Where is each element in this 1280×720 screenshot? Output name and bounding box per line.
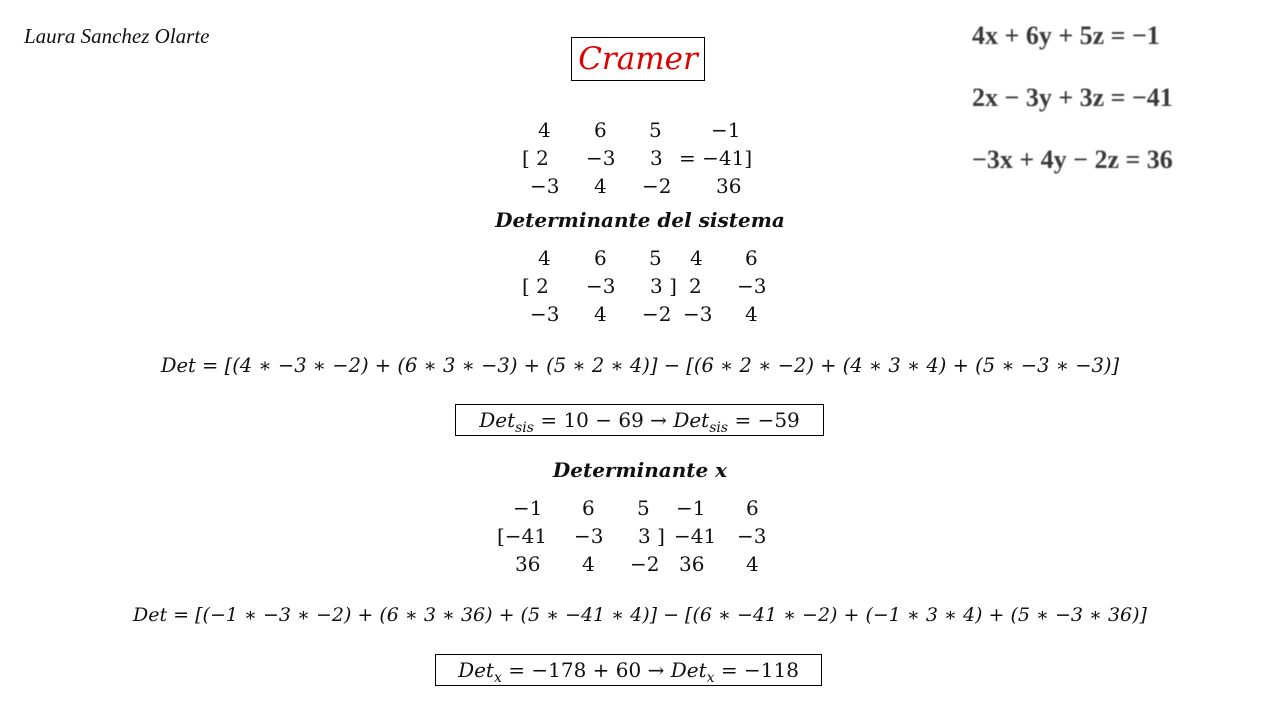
result-det-system <box>455 404 824 436</box>
matrix-cell: [−41 <box>497 524 548 548</box>
matrix-cell: 4 <box>690 246 703 270</box>
matrix-cell: 4 <box>538 118 551 142</box>
result-det-label: Det <box>479 408 516 432</box>
matrix-cell: 4 <box>538 246 551 270</box>
heading-det-x: Determinante x <box>552 458 728 482</box>
matrix-cell: 6 <box>582 496 595 520</box>
matrix-cell: 3 <box>650 146 663 170</box>
matrix-cell: 5 <box>637 496 650 520</box>
equation-1: 4x + 6y + 5z = −1 <box>972 21 1160 50</box>
result-det-subscript-2: sis <box>709 420 729 436</box>
matrix-cell: 6 <box>594 246 607 270</box>
matrix-cell: −41 <box>674 524 717 548</box>
matrix-cell: [ 2 <box>522 146 549 170</box>
matrix-cell: −3 <box>683 302 713 326</box>
matrix-cell: 2 <box>689 274 702 298</box>
author-name: Laura Sanchez Olarte <box>24 24 210 48</box>
formula-det-x: Det = [(−1 ∗ −3 ∗ −2) + (6 ∗ 3 ∗ 36) + (5 ∗ −41 ∗ 4)] − [(6 ∗ −41 ∗ −2) + (−1 ∗ 3 ∗ 4) + (5 ∗ −3 ∗ 36)] <box>133 604 1147 626</box>
result-detx-subscript-2: x <box>706 670 715 686</box>
matrix-cell: 3 ] <box>650 274 677 298</box>
matrix-cell: −3 <box>737 274 767 298</box>
matrix-cell: −3 <box>586 146 616 170</box>
matrix-cell: 36 <box>515 552 541 576</box>
matrix-cell: 5 <box>649 246 662 270</box>
result-det-rhs2: = −59 <box>728 408 800 432</box>
result-detx-label-2: Det <box>670 658 707 682</box>
equation-3: −3x + 4y − 2z = 36 <box>972 145 1173 174</box>
matrix-cell: = −41] <box>679 146 753 170</box>
matrix-cell: −3 <box>530 174 560 198</box>
equation-2: 2x − 3y + 3z = −41 <box>972 83 1173 112</box>
matrix-cell: −3 <box>737 524 767 548</box>
matrix-cell: [ 2 <box>522 274 549 298</box>
matrix-cell: 4 <box>745 302 758 326</box>
matrix-cell: 4 <box>746 552 759 576</box>
matrix-cell: 6 <box>594 118 607 142</box>
matrix-cell: −2 <box>642 174 672 198</box>
result-detx-rhs1: = −178 + 60 → <box>501 658 671 682</box>
formula-det-system: Det = [(4 ∗ −3 ∗ −2) + (6 ∗ 3 ∗ −3) + (5 ∗ 2 ∗ 4)] − [(6 ∗ 2 ∗ −2) + (4 ∗ 3 ∗ 4) + (5 ∗ −3 ∗ −3)] <box>160 354 1120 377</box>
result-detx-rhs2: = −118 <box>714 658 799 682</box>
matrix-cell: 5 <box>649 118 662 142</box>
matrix-cell: 4 <box>582 552 595 576</box>
matrix-cell: −2 <box>642 302 672 326</box>
matrix-cell: 4 <box>594 302 607 326</box>
matrix-cell: 6 <box>746 496 759 520</box>
result-det-x <box>435 654 822 686</box>
matrix-cell: −1 <box>711 118 741 142</box>
result-det-label-2: Det <box>673 408 710 432</box>
heading-det-system: Determinante del sistema <box>495 208 785 232</box>
matrix-cell: 36 <box>679 552 705 576</box>
matrix-cell: 6 <box>745 246 758 270</box>
matrix-cell: −1 <box>513 496 543 520</box>
matrix-cell: −2 <box>630 552 660 576</box>
matrix-cell: −3 <box>574 524 604 548</box>
result-det-rhs1: = 10 − 69 → <box>533 408 674 432</box>
page-title: Cramer <box>571 37 705 81</box>
matrix-cell: 3 ] <box>638 524 665 548</box>
matrix-cell: −3 <box>530 302 560 326</box>
result-det-subscript: sis <box>515 420 534 436</box>
matrix-cell: −3 <box>586 274 616 298</box>
matrix-cell: −1 <box>676 496 706 520</box>
result-detx-label: Det <box>458 658 494 682</box>
matrix-cell: 36 <box>716 174 742 198</box>
matrix-cell: 4 <box>594 174 607 198</box>
result-detx-subscript: x <box>493 670 502 686</box>
